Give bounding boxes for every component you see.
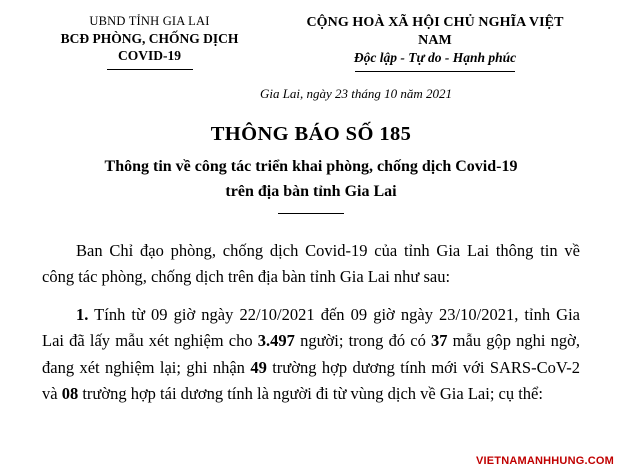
item-text-2: người; trong đó có [294,331,431,351]
watermark [476,455,614,467]
stat-repositive: 08 [61,383,79,403]
national-motto: Độc lập - Tự do - Hạnh phúc [353,50,517,65]
issuing-authority-province: UBND TỈNH GIA LAI [89,14,210,28]
item-text-4: trường hợp dương tính mới với SARS-CoV-2 và [42,357,580,403]
header-divider-left [107,69,193,70]
item-number: 1. [76,305,89,325]
stat-suspect-pooled: 37 [430,331,448,351]
national-title: CỘNG HOÀ XÃ HỘI CHỦ NGHĨA VIỆT NAM [306,15,564,48]
title-divider [278,213,344,214]
issuing-authority-committee: BCĐ PHÒNG, CHỐNG DỊCH COVID-19 [60,30,239,64]
page-title: THÔNG BÁO SỐ 185 [210,123,412,146]
title-block [42,122,580,214]
paragraph-intro: Ban Chỉ đạo phòng, chống dịch Covid-19 của tỉnh Gia Lai thông tin về công tác phòng, chống dịch trên địa bàn tỉnh Gia Lai như sau: [42,241,580,287]
stat-samples-tested: 3.497 [257,331,295,351]
header-divider-right [355,71,515,72]
document-subtitle-line2: trên địa bàn tỉnh Gia Lai [225,182,397,200]
watermark-part-1: VIETNAM [475,455,527,467]
item-text-1: Tính từ 09 giờ ngày 22/10/2021 đến 09 giờ ngày 23/10/2021, tỉnh Gia Lai đã lấy mẫu xét nghiệm cho [42,305,580,351]
document-body [42,238,580,406]
paragraph-item-1 [42,302,580,406]
stat-new-positive: 49 [250,357,267,377]
document-subtitle-line1: Thông tin về công tác triển khai phòng, chống dịch Covid-19 [104,157,518,175]
national-heading-block [290,14,580,72]
watermark-part-2: ANHHUNG.COM [526,455,614,467]
place-and-date: Gia Lai, ngày 23 tháng 10 năm 2021 [259,86,453,102]
document-header [42,14,580,72]
issuing-authority-block [42,14,257,70]
item-text-3: mẫu gộp nghi ngờ, đang xét nghiệm lại; ghi nhận [42,331,580,377]
item-text-5: trường hợp tái dương tính là người đi từ vùng dịch về Gia Lai; cụ thể: [78,383,543,403]
